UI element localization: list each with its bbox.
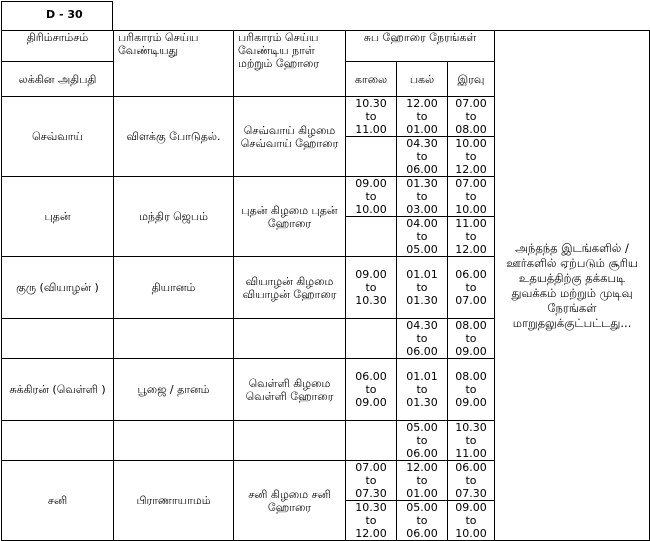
day-time: 05.00 to 06.00 bbox=[397, 501, 448, 541]
day-hora-cell: செவ்வாய் கிழமை செவ்வாய் ஹோரை bbox=[234, 97, 346, 177]
header-night: இரவு bbox=[448, 62, 495, 97]
day-hora-cell-empty bbox=[234, 421, 346, 461]
morning-time bbox=[346, 421, 397, 461]
day-time: 01.01 to 01.30 bbox=[397, 257, 448, 319]
header-day: பகல் bbox=[397, 62, 448, 97]
morning-time: 09.00 to 10.30 bbox=[346, 257, 397, 319]
header-morning: காலை bbox=[346, 62, 397, 97]
day-time: 04.00 to 05.00 bbox=[397, 217, 448, 257]
day-hora-cell: வெள்ளி கிழமை வெள்ளி ஹோரை bbox=[234, 359, 346, 421]
morning-time: 10.30 to 11.00 bbox=[346, 97, 397, 137]
day-hora-cell-empty bbox=[234, 319, 346, 359]
document-code: D - 30 bbox=[1, 1, 113, 31]
night-time: 11.00 to 12.00 bbox=[448, 217, 495, 257]
header-lagna-lord: லக்கின அதிபதி bbox=[2, 62, 114, 97]
day-time: 04.30 to 06.00 bbox=[397, 319, 448, 359]
day-time: 12.00 to 01.00 bbox=[397, 97, 448, 137]
day-time: 01.30 to 03.00 bbox=[397, 177, 448, 217]
remedy-cell: விளக்கு போடுதல். bbox=[114, 97, 234, 177]
night-time: 08.00 to 09.00 bbox=[448, 359, 495, 421]
morning-time: 10.30 to 12.00 bbox=[346, 501, 397, 541]
remedy-cell-empty bbox=[114, 319, 234, 359]
remedy-cell: தியானம் bbox=[114, 257, 234, 319]
night-time: 10.30 to 11.00 bbox=[448, 421, 495, 461]
morning-time bbox=[346, 319, 397, 359]
day-time: 05.00 to 06.00 bbox=[397, 421, 448, 461]
day-hora-cell: சனி கிழமை சனி ஹோரை bbox=[234, 461, 346, 541]
night-time: 07.00 to 08.00 bbox=[448, 97, 495, 137]
lord-cell: சுக்கிரன் (வெள்ளி ) bbox=[2, 359, 114, 421]
night-time: 09.00 to 10.00 bbox=[448, 501, 495, 541]
lord-cell: சனி bbox=[2, 461, 114, 541]
night-time: 07.00 to 10.00 bbox=[448, 177, 495, 217]
morning-time: 07.00 to 07.30 bbox=[346, 461, 397, 501]
lord-cell-empty bbox=[2, 421, 114, 461]
night-time: 06.00 to 07.00 bbox=[448, 257, 495, 319]
morning-time bbox=[346, 137, 397, 177]
header-day-hora: பரிகாரம் செய்ய வேண்டிய நாள் மற்றும் ஹோரை bbox=[234, 31, 346, 97]
night-time: 06.00 to 07.30 bbox=[448, 461, 495, 501]
night-time: 10.00 to 12.00 bbox=[448, 137, 495, 177]
header-trimsamsam: திரிம்சாம்சம் bbox=[2, 31, 114, 62]
lord-cell-empty bbox=[2, 319, 114, 359]
morning-time bbox=[346, 217, 397, 257]
remedy-cell: பிராணாயாமம் bbox=[114, 461, 234, 541]
day-time: 04.30 to 06.00 bbox=[397, 137, 448, 177]
remedy-cell: மந்திர ஜெபம் bbox=[114, 177, 234, 257]
header-remedy: பரிகாரம் செய்ய வேண்டியது bbox=[114, 31, 234, 97]
timing-note: அந்தந்த இடங்களில் / ஊர்களில் ஏற்படும் சூரிய உதயத்திற்கு தக்கபடி துவக்கம் மற்றும் முடிவு நேரங்கள் மாறுதலுக்குட்பட்டது... bbox=[495, 31, 650, 541]
night-time: 08.00 to 09.00 bbox=[448, 319, 495, 359]
lord-cell: குரு (வியாழன் ) bbox=[2, 257, 114, 319]
lord-cell: செவ்வாய் bbox=[2, 97, 114, 177]
morning-time: 06.00 to 09.00 bbox=[346, 359, 397, 421]
day-time: 01.01 to 01.30 bbox=[397, 359, 448, 421]
header-shubha-hora: சுப ஹோரை நேரங்கள் bbox=[346, 31, 495, 62]
day-hora-cell: வியாழன் கிழமை வியாழன் ஹோரை bbox=[234, 257, 346, 319]
remedy-table bbox=[1, 30, 650, 541]
day-hora-cell: புதன் கிழமை புதன் ஹோரை bbox=[234, 177, 346, 257]
morning-time: 09.00 to 10.00 bbox=[346, 177, 397, 217]
remedy-cell-empty bbox=[114, 421, 234, 461]
day-time: 12.00 to 01.00 bbox=[397, 461, 448, 501]
lord-cell: புதன் bbox=[2, 177, 114, 257]
remedy-cell: பூஜை / தானம் bbox=[114, 359, 234, 421]
